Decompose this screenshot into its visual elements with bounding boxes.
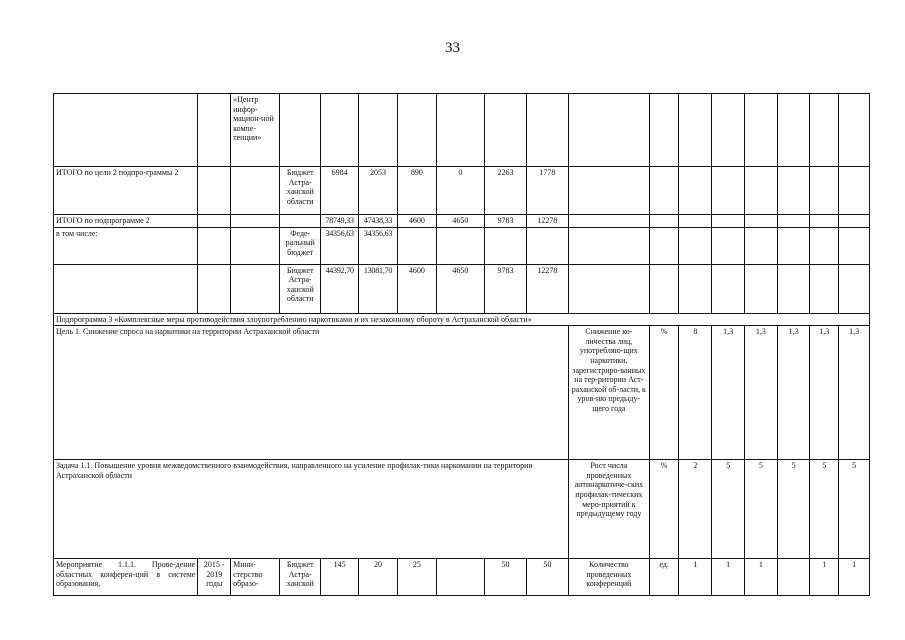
subprogram-title: Подпрограмма 3 «Комплексные меры противодействия злоупотреблению наркотиками и их незаконному обороту в Астраханской области» xyxy=(54,313,870,326)
value-total: 145 xyxy=(321,559,359,596)
indicator-value: 1,3 xyxy=(777,326,810,460)
value-2018: 2263 xyxy=(484,167,526,215)
indicator-value: 5 xyxy=(839,460,870,559)
value-2016: 4600 xyxy=(397,264,436,313)
indicator-value: 2 xyxy=(679,460,712,559)
value-2018: 9783 xyxy=(484,215,526,228)
indicator-value: 5 xyxy=(712,460,745,559)
value-2017: 4650 xyxy=(436,264,484,313)
indicator-name: Рост числа проведенных антинаркотиче-ских профилак-тических меро-приятий к предыдущему году xyxy=(568,460,649,559)
page-number: 33 xyxy=(445,40,460,56)
value-2017: 4650 xyxy=(436,215,484,228)
task-title: Задача 1.1. Повышение уровня межведомственного взаимодействия, направленного на усиление профилак-тики наркомании на территории Астраханской области xyxy=(54,460,569,559)
program-table xyxy=(53,93,870,596)
table-row xyxy=(54,460,870,559)
funding-source: Бюджет Астра-ханской области xyxy=(280,167,321,215)
executor-cell: Мини-стерство образо- xyxy=(231,559,280,596)
indicator-value: 5 xyxy=(810,460,839,559)
table-row xyxy=(54,326,870,460)
table-row xyxy=(54,94,870,167)
table-row xyxy=(54,559,870,596)
indicator-value: 1 xyxy=(679,559,712,596)
goal-title: Цель 1. Снижение спроса на наркотики на территории Астраханской области xyxy=(54,326,569,460)
value-2019: 12278 xyxy=(526,215,568,228)
indicator-name: Количество проведенных конференций xyxy=(568,559,649,596)
table-row xyxy=(54,167,870,215)
indicator-value: 1 xyxy=(839,559,870,596)
table-row xyxy=(54,264,870,313)
period-cell: 2015 - 2019 годы xyxy=(198,559,231,596)
value-2015: 13081,70 xyxy=(359,264,398,313)
funding-source: Бюджет Астра-ханской xyxy=(280,559,321,596)
value-2015: 20 xyxy=(359,559,398,596)
table-row xyxy=(54,227,870,264)
indicator-unit: % xyxy=(649,460,679,559)
value-2015: 47438,33 xyxy=(359,215,398,228)
value-2017 xyxy=(436,559,484,596)
value-2018: 50 xyxy=(484,559,526,596)
funding-source: Феде-ральный бюджет xyxy=(280,227,321,264)
value-2018: 9783 xyxy=(484,264,526,313)
indicator-value: 1,3 xyxy=(744,326,777,460)
value-2019: 50 xyxy=(526,559,568,596)
indicator-value: 1 xyxy=(744,559,777,596)
row-label: ИТОГО по цели 2 подпро-граммы 2 xyxy=(54,167,198,215)
indicator-value xyxy=(777,559,810,596)
value-2017: 0 xyxy=(436,167,484,215)
value-total: 34356,63 xyxy=(321,227,359,264)
indicator-value: 8 xyxy=(679,326,712,460)
indicator-value: 1,3 xyxy=(712,326,745,460)
funding-source: Бюджет Астра-ханской области xyxy=(280,264,321,313)
indicator-value: 5 xyxy=(777,460,810,559)
activity-title: Мероприятие 1.1.1. Прове-дение областных конферен-ций в системе образования, xyxy=(54,559,198,596)
row-label: в том числе: xyxy=(54,227,198,264)
value-2019: 1778 xyxy=(526,167,568,215)
value-2015: 2053 xyxy=(359,167,398,215)
table-row xyxy=(54,313,870,326)
value-2015: 34356,63 xyxy=(359,227,398,264)
value-2016: 890 xyxy=(397,167,436,215)
value-2016: 25 xyxy=(397,559,436,596)
indicator-unit: ед. xyxy=(649,559,679,596)
row-label: ИТОГО по подпрограмме 2 xyxy=(54,215,198,228)
indicator-value: 5 xyxy=(744,460,777,559)
table-row xyxy=(54,215,870,228)
indicator-name: Снижение ко-личества лиц, употребляю-щих наркотики, зарегистриро-ванных на тер-ритории Аст-раханской об-ласти, к уров-ню предыду-щего года xyxy=(568,326,649,460)
indicator-value: 1 xyxy=(810,559,839,596)
indicator-value: 1,3 xyxy=(810,326,839,460)
executor-cell: «Центр инфор-мацион-ной компе-тенции» xyxy=(231,94,280,167)
value-total: 6984 xyxy=(321,167,359,215)
indicator-unit: % xyxy=(649,326,679,460)
value-total: 44392,70 xyxy=(321,264,359,313)
value-total: 78749,33 xyxy=(321,215,359,228)
value-2016: 4600 xyxy=(397,215,436,228)
value-2019: 12278 xyxy=(526,264,568,313)
indicator-value: 1,3 xyxy=(839,326,870,460)
indicator-value: 1 xyxy=(712,559,745,596)
